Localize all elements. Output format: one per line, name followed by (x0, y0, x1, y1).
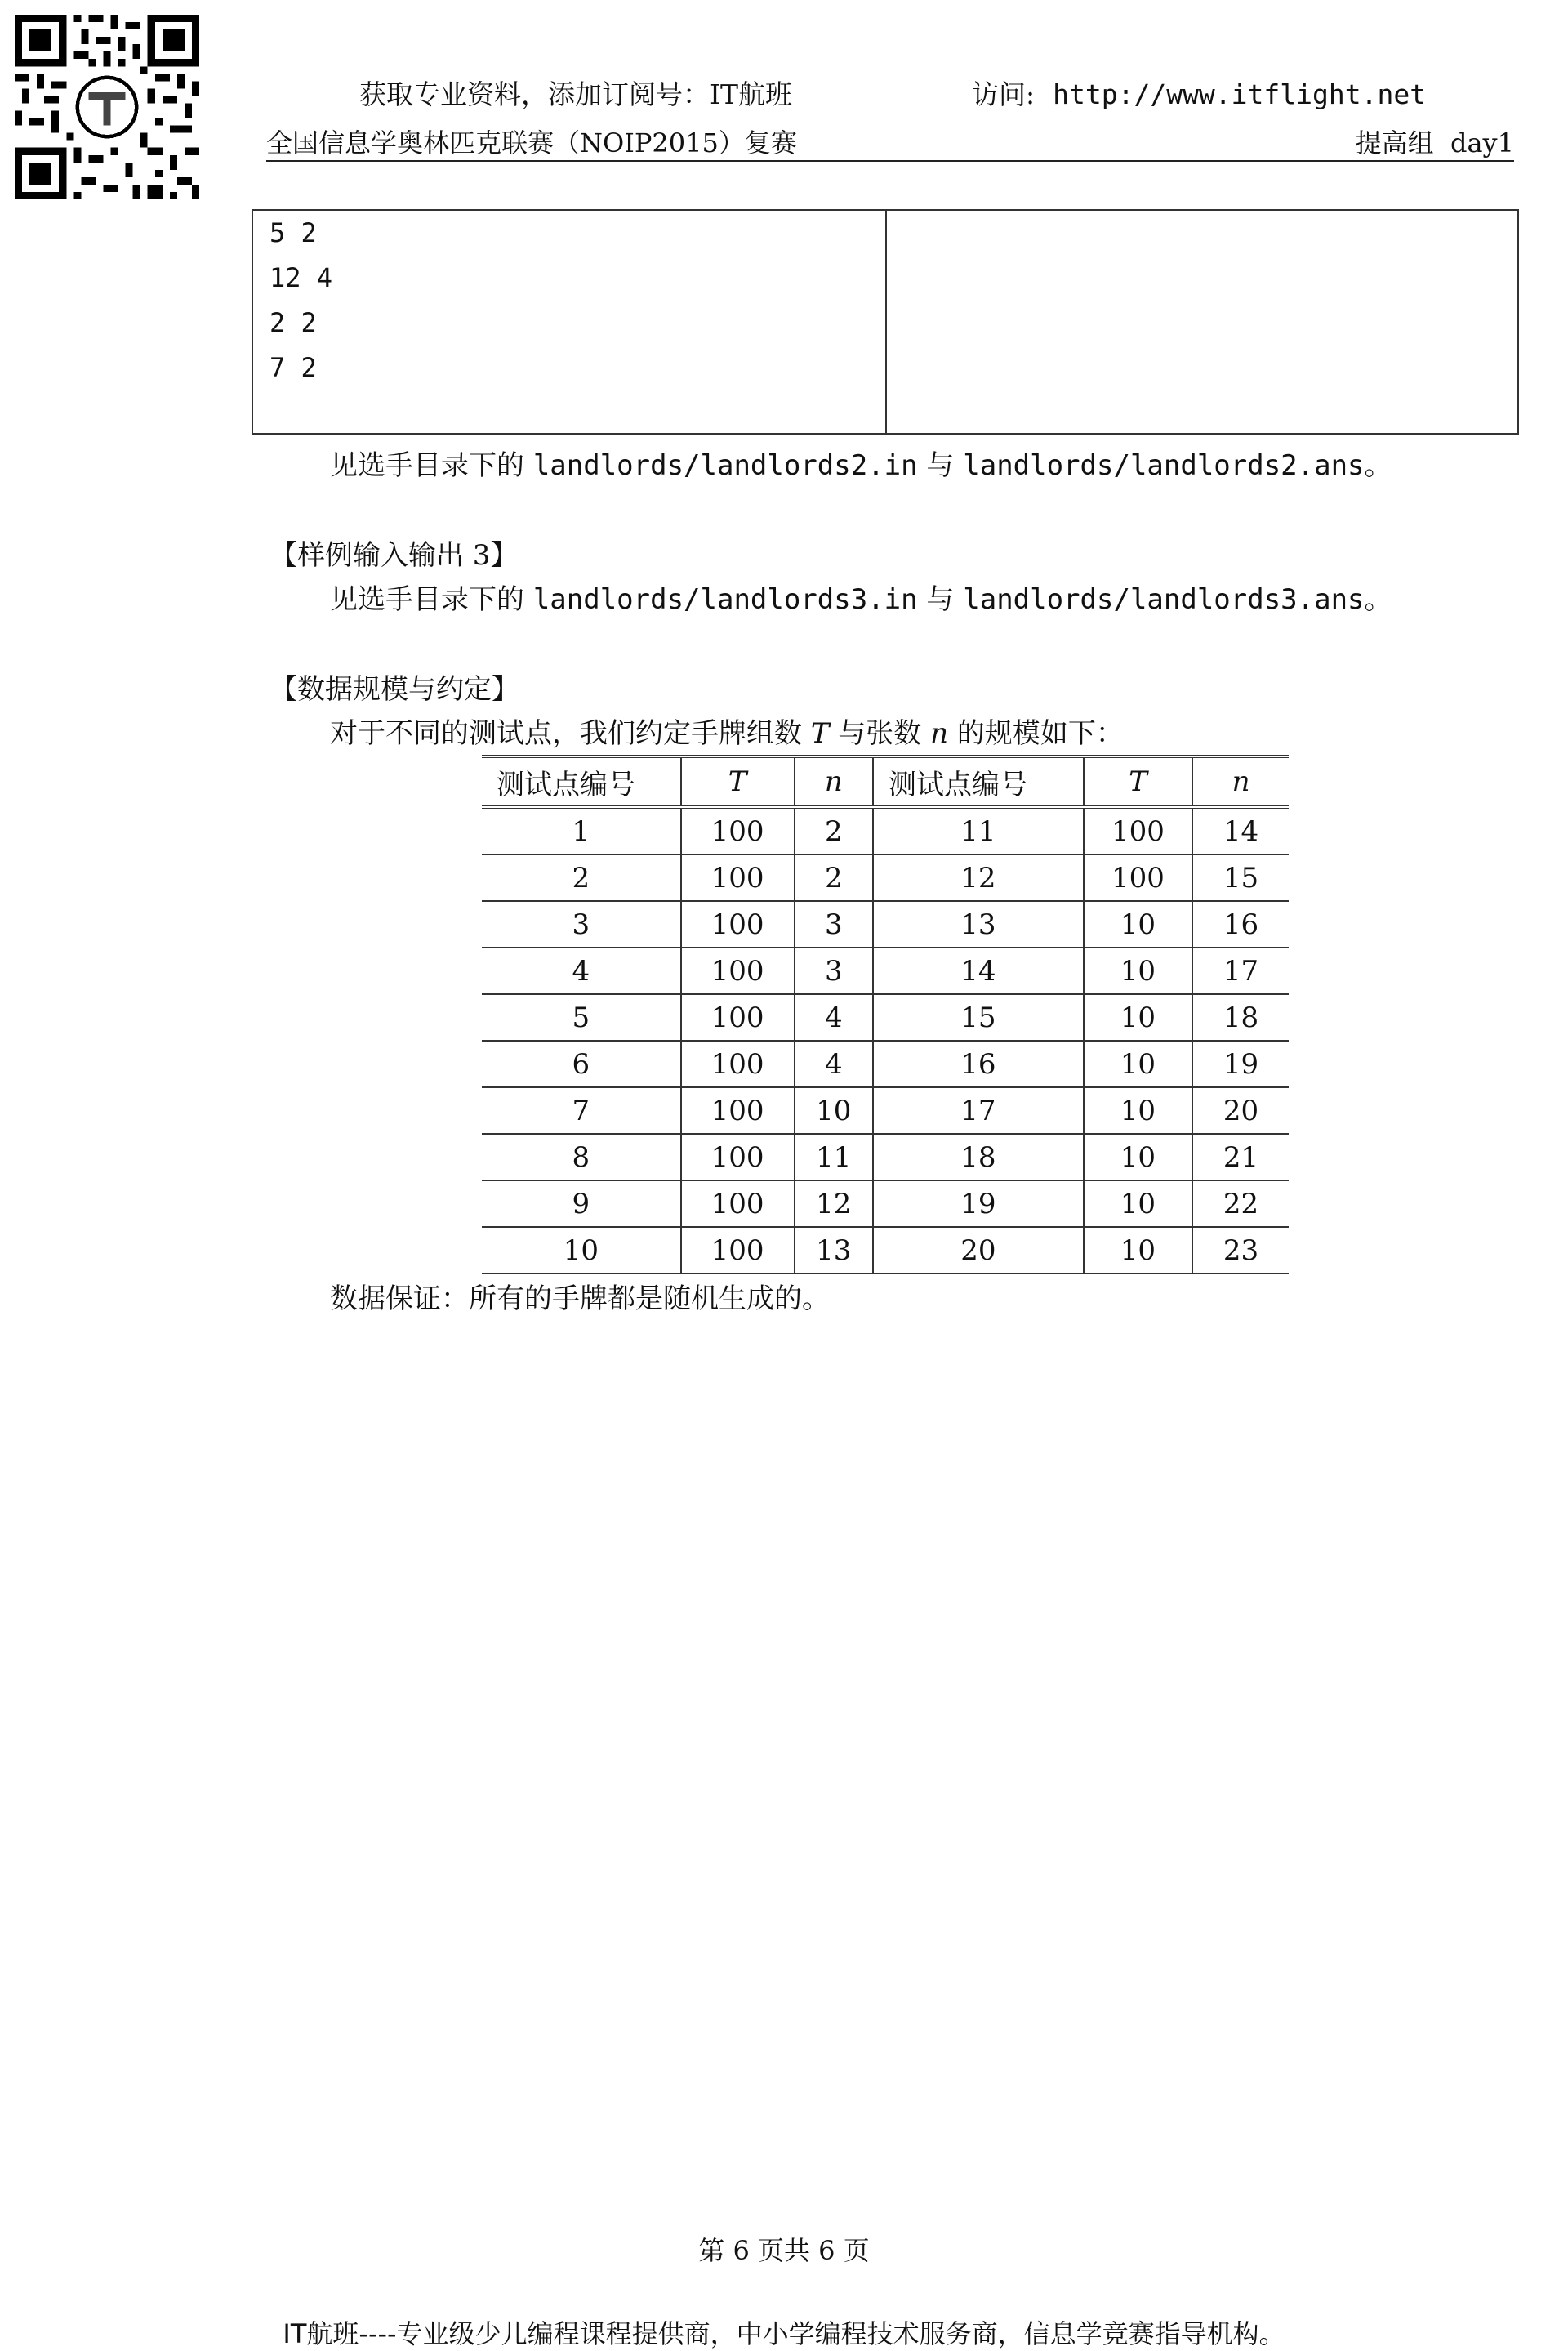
table-cell: 13 (795, 1227, 873, 1274)
table-cell: 2 (482, 854, 681, 901)
sample-input-line: 5 2 (270, 217, 317, 248)
table-cell: 14 (873, 948, 1084, 994)
sample3-mid: 与 (917, 583, 964, 616)
table-cell: 10 (1084, 901, 1192, 948)
table-cell: 22 (1192, 1180, 1289, 1227)
sample-box-divider (885, 211, 887, 433)
table-cell: 12 (795, 1180, 873, 1227)
table-cell: 10 (1084, 1041, 1192, 1087)
table-cell: 10 (482, 1227, 681, 1274)
table-cell: 10 (1084, 1087, 1192, 1134)
table-cell: 10 (795, 1087, 873, 1134)
scale-intro-b: 与张数 (829, 717, 931, 750)
sample3-note (330, 577, 1392, 617)
sample2-file-ans: landlords/landlords2.ans (963, 449, 1365, 482)
table-cell: 14 (1192, 807, 1289, 854)
table-cell: 11 (795, 1134, 873, 1180)
table-row (482, 948, 1289, 994)
table-cell: 1 (482, 807, 681, 854)
table-cell: 10 (1084, 1227, 1192, 1274)
running-header (266, 123, 1514, 158)
table-cell: 5 (482, 994, 681, 1041)
banner-visit (972, 74, 1426, 112)
table-body (482, 807, 1289, 1274)
table-cell: 3 (795, 948, 873, 994)
header-rule (266, 160, 1514, 162)
header-testpoint: 测试点编号 (873, 756, 1084, 807)
var-n: n (930, 717, 949, 750)
table-cell: 21 (1192, 1134, 1289, 1180)
table-cell: 6 (482, 1041, 681, 1087)
sample3-file-ans: landlords/landlords3.ans (963, 583, 1365, 616)
table-cell: 10 (1084, 948, 1192, 994)
table-cell: 4 (795, 1041, 873, 1087)
sample-input-line: 2 2 (270, 307, 317, 338)
table-row (482, 1087, 1289, 1134)
table-row (482, 994, 1289, 1041)
table-cell: 11 (873, 807, 1084, 854)
table-header-row (482, 756, 1289, 807)
scale-table (482, 755, 1289, 1274)
header-testpoint: 测试点编号 (482, 756, 681, 807)
table-cell: 100 (681, 1227, 795, 1274)
var-T: T (810, 717, 830, 750)
scale-intro-a: 对于不同的测试点，我们约定手牌组数 (330, 717, 811, 750)
table-cell: 8 (482, 1134, 681, 1180)
table-row (482, 1041, 1289, 1087)
table-cell: 3 (795, 901, 873, 948)
table-cell: 20 (873, 1227, 1084, 1274)
sample2-note (330, 443, 1392, 483)
table-cell: 100 (681, 807, 795, 854)
table-row (482, 1134, 1289, 1180)
table-cell: 100 (681, 1087, 795, 1134)
table-cell: 100 (681, 948, 795, 994)
table-row (482, 1227, 1289, 1274)
table-cell: 100 (1084, 807, 1192, 854)
header-T: T (681, 756, 795, 807)
table-cell: 100 (681, 1041, 795, 1087)
sample2-mid: 与 (917, 449, 964, 482)
sample2-file-in: landlords/landlords2.in (532, 449, 918, 482)
table-row (482, 1180, 1289, 1227)
table-cell: 15 (873, 994, 1084, 1041)
table-cell: 18 (873, 1134, 1084, 1180)
banner-visit-label: 访问: (972, 78, 1036, 110)
table-cell: 10 (1084, 1134, 1192, 1180)
table-cell: 12 (873, 854, 1084, 901)
table-cell: 17 (1192, 948, 1289, 994)
scale-intro (330, 711, 1124, 751)
table-cell: 10 (1084, 994, 1192, 1041)
table-cell: 19 (1192, 1041, 1289, 1087)
table-cell: 19 (873, 1180, 1084, 1227)
table-row (482, 807, 1289, 854)
table-cell: 10 (1084, 1180, 1192, 1227)
table-cell: 100 (681, 854, 795, 901)
sample-input-line: 12 4 (270, 262, 333, 293)
table-cell: 16 (1192, 901, 1289, 948)
scale-intro-c: 的规模如下： (948, 717, 1124, 750)
table-row (482, 901, 1289, 948)
table-cell: 20 (1192, 1087, 1289, 1134)
sample2-suffix: 。 (1364, 449, 1392, 482)
data-guarantee: 数据保证：所有的手牌都是随机生成的。 (330, 1283, 830, 1315)
table-cell: 100 (681, 994, 795, 1041)
table-cell: 13 (873, 901, 1084, 948)
table-cell: 9 (482, 1180, 681, 1227)
table-cell: 2 (795, 807, 873, 854)
table-cell: 17 (873, 1087, 1084, 1134)
table-cell: 23 (1192, 1227, 1289, 1274)
footer-text: IT航班----专业级少儿编程课程提供商，中小学编程技术服务商，信息学竞赛指导机构。 (283, 2318, 1285, 2349)
sample3-file-in: landlords/landlords3.in (532, 583, 918, 616)
header-n: n (1192, 756, 1289, 807)
table-cell: 4 (795, 994, 873, 1041)
contest-title: 全国信息学奥林匹克联赛（NOIP2015）复赛 (266, 127, 797, 158)
banner-visit-url[interactable]: http://www.itflight.net (1053, 78, 1427, 110)
table-cell: 100 (681, 901, 795, 948)
sample3-suffix: 。 (1364, 583, 1392, 616)
sample-io-box (252, 209, 1519, 435)
table-cell: 2 (795, 854, 873, 901)
sample2-prefix: 见选手目录下的 (330, 449, 533, 482)
header-T: T (1084, 756, 1192, 807)
table-cell: 100 (1084, 854, 1192, 901)
table-cell: 100 (681, 1134, 795, 1180)
table-cell: 100 (681, 1180, 795, 1227)
sample-input-line: 7 2 (270, 352, 317, 383)
table-cell: 15 (1192, 854, 1289, 901)
scale-heading: 【数据规模与约定】 (270, 673, 519, 706)
table-cell: 4 (482, 948, 681, 994)
banner-promo-text: 获取专业资料，添加订阅号：IT航班 (359, 78, 793, 110)
table-cell: 16 (873, 1041, 1084, 1087)
sample3-prefix: 见选手目录下的 (330, 583, 533, 616)
sample3-heading: 【样例输入输出 3】 (270, 539, 519, 572)
top-banner (0, 74, 1568, 108)
page-number: 第 6 页共 6 页 (698, 2235, 870, 2266)
table-cell: 3 (482, 901, 681, 948)
table-row (482, 854, 1289, 901)
table-cell: 7 (482, 1087, 681, 1134)
header-n: n (795, 756, 873, 807)
table-cell: 18 (1192, 994, 1289, 1041)
group-day-label: 提高组 day1 (1355, 127, 1514, 158)
